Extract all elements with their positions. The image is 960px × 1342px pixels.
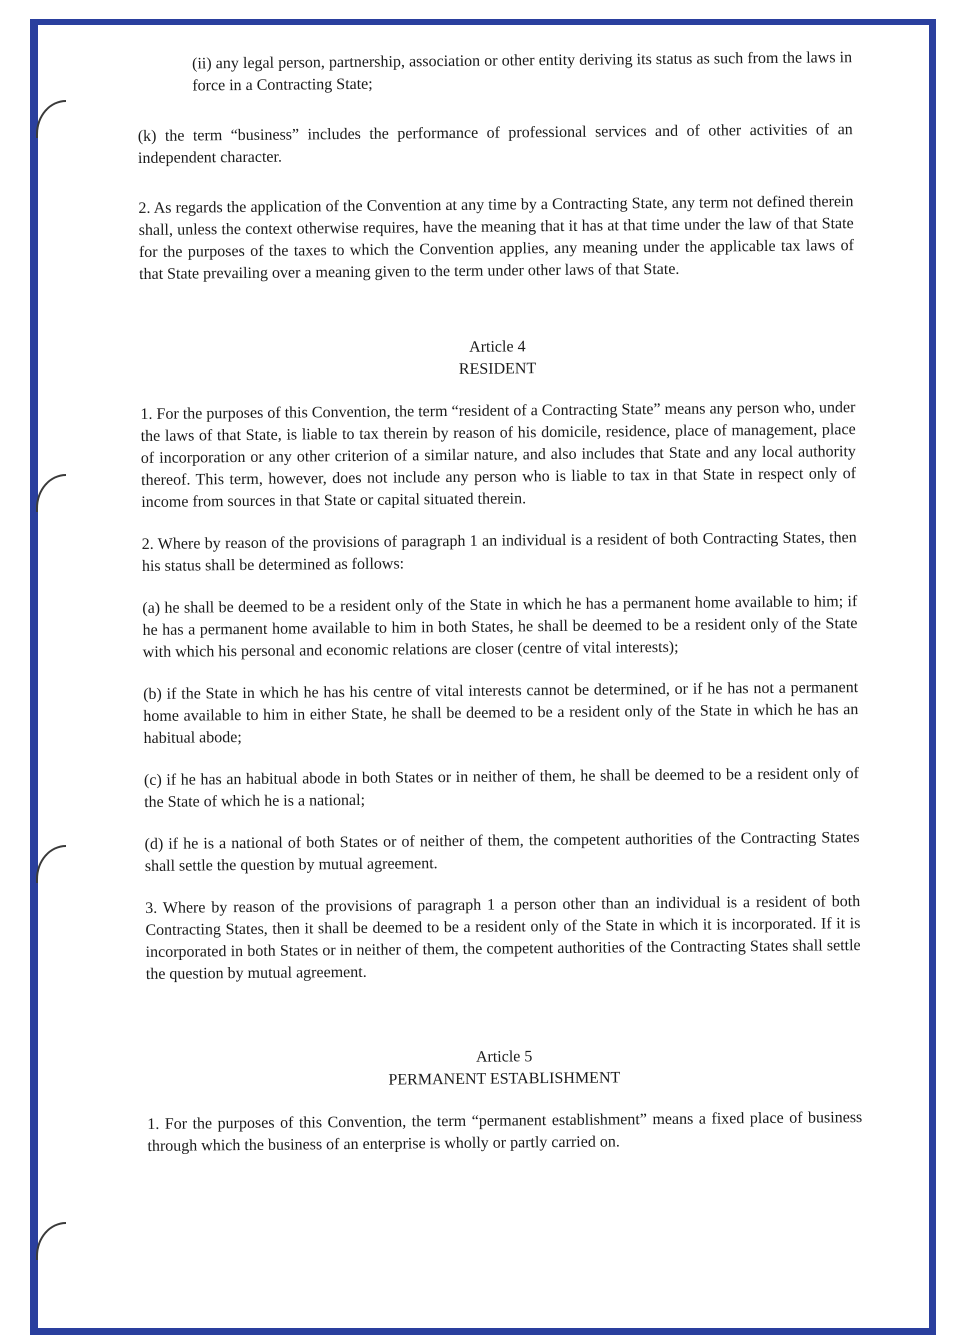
article-4-paragraph-2: 2. Where by reason of the provisions of paragraph 1 an individual is a resident of both Contracting States, then his status shall be determined as follows: [141,529,857,575]
article-4-item-d: (d) if he is a national of both States or of neither of them, the competent authorities of the Contracting States shall settle the question by mutual agreement. [144,829,860,875]
definition-item-ii: (ii) any legal person, partnership, association or other entity deriving its status as such from the laws in force in a Contracting State; [192,49,853,95]
article-4-item-a: (a) he shall be deemed to be a resident only of the State in which he has a permanent home available to him; if he has a permanent home available to him in both States, he shall be deemed to be a resident only of the State with which his personal and economic relations are closer (centre of vital interests); [142,593,858,661]
article-4-item-b: (b) if the State in which he has his centre of vital interests cannot be determined, or if he has not a permanent home available to him in either State, he shall be deemed to be a resident only of the State in which he has an habitual abode; [143,679,859,747]
article-4-number: Article 4 [469,338,526,356]
article-5-title: PERMANENT ESTABLISHMENT [388,1069,621,1089]
article-4-paragraph-1: 1. For the purposes of this Convention, the term “resident of a Contracting State” means any person who, under the laws of that State, is liable to tax therein by reason of his domicile, residence, place of management, place of incorporation or any other criterion of a similar nature, and also includes that State and any local authority thereof. This term, however, does not include any person who is liable to tax in that State in respect only of income from sources in that State or capital situated therein. [140,399,857,511]
article-4-paragraph-3: 3. Where by reason of the provisions of paragraph 1 a person other than an individual is a resident of both Contracting States, then it shall be deemed to be a resident only of the State in which it is incorporated. If it is incorporated in both States or in neither of them, the competent authorities of the Contracting States shall settle the question by mutual agreement. [145,893,861,983]
document-body [137,47,863,1158]
definition-item-k: (k) the term “business” includes the performance of professional services and of other activities of an independent character. [137,121,853,167]
paragraph-2: 2. As regards the application of the Convention at any time by a Contracting State, any term not defined therein shall, unless the context otherwise requires, have the meaning that it has at that time under the law of that State for the purposes of the taxes to which the Convention applies, any meaning under the applicable tax laws of that State prevailing over a meaning given to the term under other laws of that State. [138,193,854,283]
article-5-paragraph-1: 1. For the purposes of this Convention, the term “permanent establishment” means a fixed place of business through which the business of an enterprise is wholly or partly carried on. [147,1109,863,1155]
article-5-number: Article 5 [475,1048,533,1066]
article-4-title: RESIDENT [458,360,537,378]
article-4-item-c: (c) if he has an habitual abode in both States or in neither of them, he shall be deemed to be a resident only of the State of which he is a national; [143,765,860,811]
